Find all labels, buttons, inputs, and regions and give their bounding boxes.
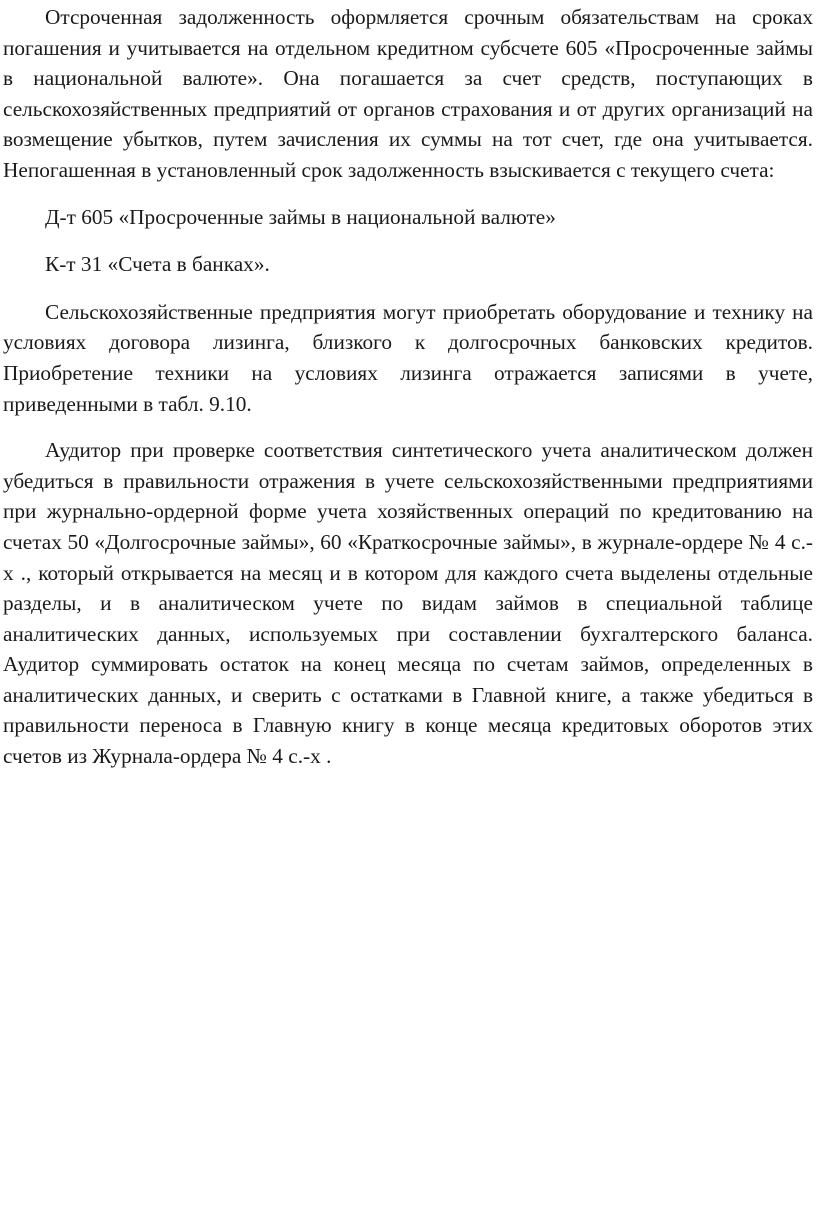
paragraph-auditor: Аудитор при проверке соответствия синтетического учета аналитическом должен убедиться в правильности отражения в учете сельскохозяйственными предприятиями при журнально-ордерной форме учета хозяйственных операций по кредитованию на счетах 50 «Долгосрочные займы», 60 «Краткосрочные займы», в журнале-ордере № 4 с.-х ., который открывается на месяц и в котором для каждого счета выделены отдельные разделы, и в аналитическом учете по видам займов в специальной таблице аналитических данных, используемых при составлении бухгалтерского баланса. Аудитор суммировать остаток на конец месяца по счетам займов, определенных в аналитических данных, и сверить с остатками в Главной книге, а также убедиться в правильности переноса в Главную книгу в конце месяца кредитовых оборотов этих счетов из Журнала-ордера № 4 с.-х .	[3, 438, 813, 769]
document-body	[3, 2, 813, 772]
credit-entry: К-т 31 «Счета в банках».	[45, 252, 270, 277]
paragraph-deferred-debt: Отсроченная задолженность оформляется срочным обязательствам на сроках погашения и учитывается на отдельном кредитном субсчете 605 «Просроченные займы в национальной валюте». Она погашается за счет средств, поступающих в сельскохозяйственных предприятий от органов страхования и от других организаций на возмещение убытков, путем зачисления их суммы на тот счет, где она учитывается. Непогашенная в установленный срок задолженность взыскивается с текущего счета:	[3, 5, 813, 182]
paragraph-leasing: Сельскохозяйственные предприятия могут приобретать оборудование и технику на условиях договора лизинга, близкого к долгосрочных банковских кредитов. Приобретение техники на условиях лизинга отражается записями в учете, приведенными в табл. 9.10.	[3, 299, 813, 416]
debit-entry: Д-т 605 «Просроченные займы в национальной валюте»	[45, 204, 556, 229]
